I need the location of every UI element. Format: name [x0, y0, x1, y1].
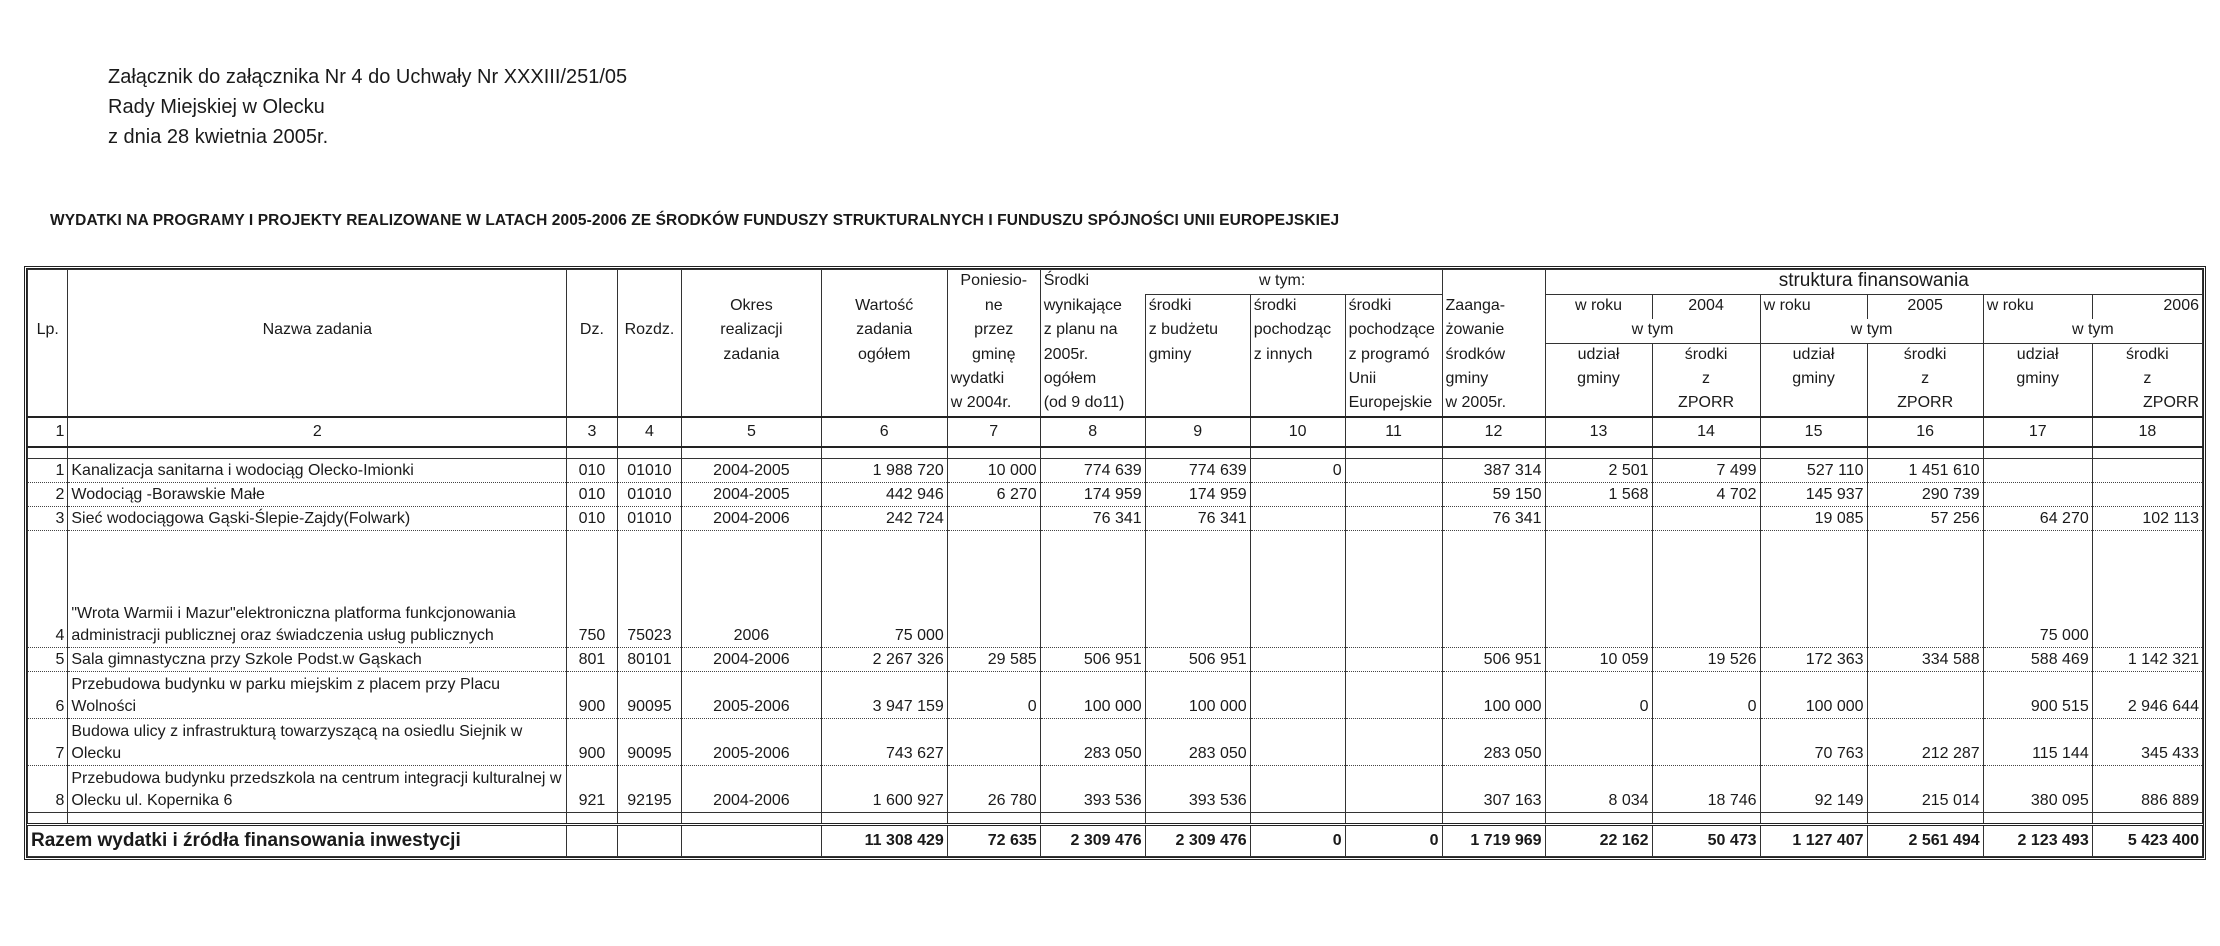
table-row: [28, 483, 2203, 507]
row-dz: 900: [567, 719, 617, 766]
row-dz: 900: [567, 672, 617, 719]
row-zporr-2005: 215 014: [1867, 766, 1983, 813]
attachment-header: [108, 62, 627, 152]
column-number: 13: [1545, 417, 1652, 447]
row-zaang: 100 000: [1442, 672, 1545, 719]
row-rozdz: 92195: [617, 766, 682, 813]
row-udzial-2005: [1760, 531, 1867, 648]
row-udzial-2006: 115 144: [1983, 719, 2092, 766]
header-lp-top: [28, 270, 68, 295]
header-programy-1: środki: [1345, 295, 1442, 320]
row-rozdz: 01010: [617, 507, 682, 531]
row-udzial-2006: 588 469: [1983, 648, 2092, 672]
row-name: Przebudowa budynku w parku miejskim z placem przy Placu Wolności: [68, 672, 567, 719]
row-zaang: 283 050: [1442, 719, 1545, 766]
row-dz: 921: [567, 766, 617, 813]
row-budzet: 283 050: [1145, 719, 1250, 766]
total-u2006: 2 123 493: [1983, 825, 2092, 857]
row-programy: [1345, 672, 1442, 719]
row-udzial-2004: [1545, 719, 1652, 766]
row-wartosc: 1 600 927: [821, 766, 947, 813]
column-number: 11: [1345, 417, 1442, 447]
row-zporr-2006: 886 889: [2092, 766, 2202, 813]
column-number-row: [28, 417, 2203, 447]
row-inne: [1250, 531, 1345, 648]
table-row: [28, 766, 2203, 813]
row-srodki: 76 341: [1040, 507, 1145, 531]
row-rozdz: 01010: [617, 483, 682, 507]
row-okres: 2004-2005: [682, 483, 821, 507]
row-inne: [1250, 483, 1345, 507]
row-rozdz: 75023: [617, 531, 682, 648]
row-budzet: 393 536: [1145, 766, 1250, 813]
row-lp: 3: [28, 507, 68, 531]
row-budzet: 76 341: [1145, 507, 1250, 531]
row-programy: [1345, 766, 1442, 813]
row-udzial-2004: 10 059: [1545, 648, 1652, 672]
table-row: [28, 719, 2203, 766]
header-name-top: [68, 270, 567, 295]
total-srodki: 2 309 476: [1040, 825, 1145, 857]
column-number: 12: [1442, 417, 1545, 447]
table-row: [28, 507, 2203, 531]
row-udzial-2005: 100 000: [1760, 672, 1867, 719]
column-number: 17: [1983, 417, 2092, 447]
row-rozdz: 90095: [617, 719, 682, 766]
header-zaang-1: Zaanga-: [1442, 295, 1545, 320]
total-z2006: 5 423 400: [2092, 825, 2202, 857]
row-wartosc: 242 724: [821, 507, 947, 531]
row-name: Sala gimnastyczna przy Szkole Podst.w Gąskach: [68, 648, 567, 672]
row-rozdz: 90095: [617, 672, 682, 719]
row-udzial-2006: [1983, 483, 2092, 507]
row-zporr-2005: 334 588: [1867, 648, 1983, 672]
row-programy: [1345, 459, 1442, 483]
row-zaang: [1442, 531, 1545, 648]
document-title: WYDATKI NA PROGRAMY I PROJEKTY REALIZOWANE W LATACH 2005-2006 ZE ŚRODKÓW FUNDUSZY STRUKTURALNYCH I FUNDUSZU SPÓJNOŚCI UNII EUROPEJSKIEJ: [50, 212, 1340, 229]
row-zporr-2004: 19 526: [1652, 648, 1760, 672]
row-lp: 7: [28, 719, 68, 766]
row-inne: [1250, 648, 1345, 672]
row-udzial-2005: 19 085: [1760, 507, 1867, 531]
row-wartosc: 3 947 159: [821, 672, 947, 719]
row-udzial-2005: 527 110: [1760, 459, 1867, 483]
row-zporr-2005: [1867, 672, 1983, 719]
header-okres-1: Okres: [682, 295, 821, 320]
table-row: [28, 459, 2203, 483]
row-dz: 010: [567, 483, 617, 507]
row-dz: 010: [567, 459, 617, 483]
row-udzial-2004: 1 568: [1545, 483, 1652, 507]
row-inne: [1250, 766, 1345, 813]
total-label: Razem wydatki i źródła finansowania inwestycji: [28, 825, 567, 857]
row-okres: 2004-2006: [682, 648, 821, 672]
row-udzial-2004: 2 501: [1545, 459, 1652, 483]
column-number: 1: [28, 417, 68, 447]
header-dz: Dz.: [567, 319, 617, 344]
row-lp: 5: [28, 648, 68, 672]
row-zporr-2006: 1 142 321: [2092, 648, 2202, 672]
row-udzial-2006: 75 000: [1983, 531, 2092, 648]
table-row: [28, 648, 2203, 672]
row-lp: 2: [28, 483, 68, 507]
column-number: 6: [821, 417, 947, 447]
row-okres: 2004-2005: [682, 459, 821, 483]
row-udzial-2004: [1545, 507, 1652, 531]
row-udzial-2005: 92 149: [1760, 766, 1867, 813]
row-udzial-2004: 8 034: [1545, 766, 1652, 813]
row-wartosc: 2 267 326: [821, 648, 947, 672]
row-lp: 1: [28, 459, 68, 483]
row-srodki: [1040, 531, 1145, 648]
expenditure-table-frame: [24, 266, 2206, 860]
total-zaang: 1 719 969: [1442, 825, 1545, 857]
total-wartosc: 11 308 429: [821, 825, 947, 857]
row-inne: [1250, 672, 1345, 719]
header-struktura: struktura finansowania: [1545, 270, 2202, 295]
row-budzet: [1145, 531, 1250, 648]
column-number: 5: [682, 417, 821, 447]
column-number: 2: [68, 417, 567, 447]
row-dz: 010: [567, 507, 617, 531]
row-name: Kanalizacja sanitarna i wodociąg Olecko-Imionki: [68, 459, 567, 483]
row-srodki: 393 536: [1040, 766, 1145, 813]
row-budzet: 506 951: [1145, 648, 1250, 672]
total-u2005: 1 127 407: [1760, 825, 1867, 857]
row-okres: 2005-2006: [682, 719, 821, 766]
row-name: "Wrota Warmii i Mazur"elektroniczna platforma funkcjonowania administracji publicznej oraz świadczenia usług publicznych: [68, 531, 567, 648]
row-poniesione: 6 270: [947, 483, 1040, 507]
row-poniesione: [947, 719, 1040, 766]
total-row: [28, 825, 2203, 857]
column-number: 10: [1250, 417, 1345, 447]
header-line-1: Załącznik do załącznika Nr 4 do Uchwały Nr XXXIII/251/05: [108, 66, 628, 88]
row-okres: 2004-2006: [682, 766, 821, 813]
header-wartosc-1: Wartość: [821, 295, 947, 320]
row-zporr-2004: [1652, 531, 1760, 648]
column-number: 14: [1652, 417, 1760, 447]
row-zporr-2006: [2092, 459, 2202, 483]
row-udzial-2005: 145 937: [1760, 483, 1867, 507]
row-wartosc: 1 988 720: [821, 459, 947, 483]
row-poniesione: [947, 531, 1040, 648]
row-zporr-2004: 7 499: [1652, 459, 1760, 483]
column-number: 15: [1760, 417, 1867, 447]
row-zporr-2004: 18 746: [1652, 766, 1760, 813]
row-poniesione: 29 585: [947, 648, 1040, 672]
row-srodki: 774 639: [1040, 459, 1145, 483]
total-budzet: 2 309 476: [1145, 825, 1250, 857]
row-programy: [1345, 648, 1442, 672]
row-poniesione: 26 780: [947, 766, 1040, 813]
row-zporr-2004: 4 702: [1652, 483, 1760, 507]
header-srodki-wtym: Środki w tym:: [1040, 270, 1442, 295]
total-u2004: 22 162: [1545, 825, 1652, 857]
row-zporr-2004: [1652, 719, 1760, 766]
row-budzet: 174 959: [1145, 483, 1250, 507]
row-rozdz: 80101: [617, 648, 682, 672]
row-okres: 2005-2006: [682, 672, 821, 719]
header-poniesione-1: Poniesio-: [947, 270, 1040, 295]
row-name: Budowa ulicy z infrastrukturą towarzyszącą na osiedlu Siejnik w Olecku: [68, 719, 567, 766]
row-poniesione: [947, 507, 1040, 531]
header-rozdz: Rozdz.: [617, 319, 682, 344]
row-wartosc: 743 627: [821, 719, 947, 766]
row-rozdz: 01010: [617, 459, 682, 483]
row-lp: 4: [28, 531, 68, 648]
row-budzet: 100 000: [1145, 672, 1250, 719]
row-programy: [1345, 531, 1442, 648]
row-okres: 2006: [682, 531, 821, 648]
row-name: Przebudowa budynku przedszkola na centrum integracji kulturalnej w Olecku ul. Kopernika 6: [68, 766, 567, 813]
column-number: 18: [2092, 417, 2202, 447]
column-number: 7: [947, 417, 1040, 447]
table-row: [28, 531, 2203, 648]
row-wartosc: 75 000: [821, 531, 947, 648]
row-poniesione: 10 000: [947, 459, 1040, 483]
row-programy: [1345, 507, 1442, 531]
header-inne-1: środki: [1250, 295, 1345, 320]
header-line-3: z dnia 28 kwietnia 2005r.: [108, 126, 329, 148]
row-zporr-2004: [1652, 507, 1760, 531]
row-udzial-2004: [1545, 531, 1652, 648]
row-programy: [1345, 483, 1442, 507]
row-srodki: 506 951: [1040, 648, 1145, 672]
row-poniesione: 0: [947, 672, 1040, 719]
row-zporr-2006: 2 946 644: [2092, 672, 2202, 719]
column-number: 8: [1040, 417, 1145, 447]
row-udzial-2006: [1983, 459, 2092, 483]
row-zporr-2006: [2092, 483, 2202, 507]
row-udzial-2006: 64 270: [1983, 507, 2092, 531]
row-srodki: 283 050: [1040, 719, 1145, 766]
row-srodki: 174 959: [1040, 483, 1145, 507]
row-zaang: 76 341: [1442, 507, 1545, 531]
total-z2005: 2 561 494: [1867, 825, 1983, 857]
header-nazwa: Nazwa zadania: [68, 319, 567, 344]
row-udzial-2005: 70 763: [1760, 719, 1867, 766]
column-number: 9: [1145, 417, 1250, 447]
total-inne: 0: [1250, 825, 1345, 857]
row-zporr-2006: [2092, 531, 2202, 648]
row-name: Sieć wodociągowa Gąski-Ślepie-Zajdy(Folwark): [68, 507, 567, 531]
column-number: 16: [1867, 417, 1983, 447]
row-lp: 6: [28, 672, 68, 719]
row-zaang: 506 951: [1442, 648, 1545, 672]
total-z2004: 50 473: [1652, 825, 1760, 857]
row-dz: 801: [567, 648, 617, 672]
row-udzial-2004: 0: [1545, 672, 1652, 719]
row-zaang: 387 314: [1442, 459, 1545, 483]
row-budzet: 774 639: [1145, 459, 1250, 483]
row-srodki: 100 000: [1040, 672, 1145, 719]
row-udzial-2006: 380 095: [1983, 766, 2092, 813]
row-wartosc: 442 946: [821, 483, 947, 507]
row-zporr-2005: 212 287: [1867, 719, 1983, 766]
row-inne: 0: [1250, 459, 1345, 483]
row-zporr-2005: 57 256: [1867, 507, 1983, 531]
row-inne: [1250, 507, 1345, 531]
row-okres: 2004-2006: [682, 507, 821, 531]
row-lp: 8: [28, 766, 68, 813]
header-budzet-1: środki: [1145, 295, 1250, 320]
row-zporr-2005: 1 451 610: [1867, 459, 1983, 483]
row-zaang: 307 163: [1442, 766, 1545, 813]
row-udzial-2006: 900 515: [1983, 672, 2092, 719]
total-poniesione: 72 635: [947, 825, 1040, 857]
row-zporr-2006: 102 113: [2092, 507, 2202, 531]
row-programy: [1345, 719, 1442, 766]
row-zporr-2006: 345 433: [2092, 719, 2202, 766]
row-udzial-2005: 172 363: [1760, 648, 1867, 672]
row-zporr-2004: 0: [1652, 672, 1760, 719]
expenditure-table: Poniesio- Środki w tym: struktura finansowania Okres Wartość ne wynikające środki środki środki Zaanga- w roku 2004 w roku 2005 w roku 2006 Lp. Nazwa zadania Dz. Rozdz. realizacji zadania przez z planu na z budżetu pochodząc pochodzące żowanie w tym w tym w tym zadania ogółem gminę 2005r. gminy z innych z programó środków udział środki udział środki udział środki wydatki ogółem Unii gminy gminy z gminy z gminy z w 2004r. (od 9 do11) Europejskie w 2005r. ZPORR ZPORR ZPORR 1 2 3 4 5 6 7 8 9 10 11 12 13 14 15 16 17 18 1 Kanalizacja sanitarna i wodociąg Olecko-Imionki 010 01010 2004-2005 1 988 720 10 000 774 639 774 639 0 387 314 2 501 7 499 527 110 1 451 610 2 Wodociąg -Borawskie Małe 010 01010 2004-2005 442 946 6 270 174 959 174 959 59 150 1 568 4 702 145 937 290 739 3 Sieć wodociągowa Gąski-Ślepie-Zajdy(Folwark) 010 01010 2004-2006 242 724 76 341 76 341 76 341 19 085 57 256 64 270 102 113 4 "Wrota Warmii i Mazur"elektroniczna platforma funkcjonowania administracji publicznej oraz świadczenia usług publicznych 750 75023 2006 75 000 75 000 5 Sala gimnastyczna przy Szkole Podst.w Gąskach 801 80101 2004-2006 2 267 326 29 585 506 951 506 951 506 951 10 059 19 526 172 363 334 588 588 469 1 142 321 6 Przebudowa budynku w parku miejskim z placem przy Placu Wolności 900 90095 2005-2006 3 947 159 0 100 000 100 000 100 000 0 0 100 000 900 515 2 946 644 7 Budowa ulicy z infrastrukturą towarzyszącą na osiedlu Siejnik w Olecku 900 90095 2005-2006 743 627 283 050 283 050 283 050 70 763 212 287 115 144 345 433 8 Przebudowa budynku przedszkola na centrum integracji kulturalnej w Olecku ul. Kopernika 6 921 92195 2004-2006 1 600 927 26 780 393 536 393 536 307 163 8 034 18 746 92 149 215 014 380 095 886 889 Razem wydatki i źródła finansowania inwestycji 11 308 429 72 635 2 309 476 2 309 476 0 0 1 719 969 22 162 50 473 1 127 407 2 561 494 2 123 493 5 423 400: [27, 269, 2203, 857]
table-row: [28, 672, 2203, 719]
column-number: 3: [567, 417, 617, 447]
row-zaang: 59 150: [1442, 483, 1545, 507]
row-name: Wodociąg -Borawskie Małe: [68, 483, 567, 507]
row-zporr-2005: 290 739: [1867, 483, 1983, 507]
row-inne: [1250, 719, 1345, 766]
row-dz: 750: [567, 531, 617, 648]
total-programy: 0: [1345, 825, 1442, 857]
header-line-2: Rady Miejskiej w Olecku: [108, 96, 325, 118]
header-lp: Lp.: [28, 319, 68, 344]
row-zporr-2005: [1867, 531, 1983, 648]
column-number: 4: [617, 417, 682, 447]
